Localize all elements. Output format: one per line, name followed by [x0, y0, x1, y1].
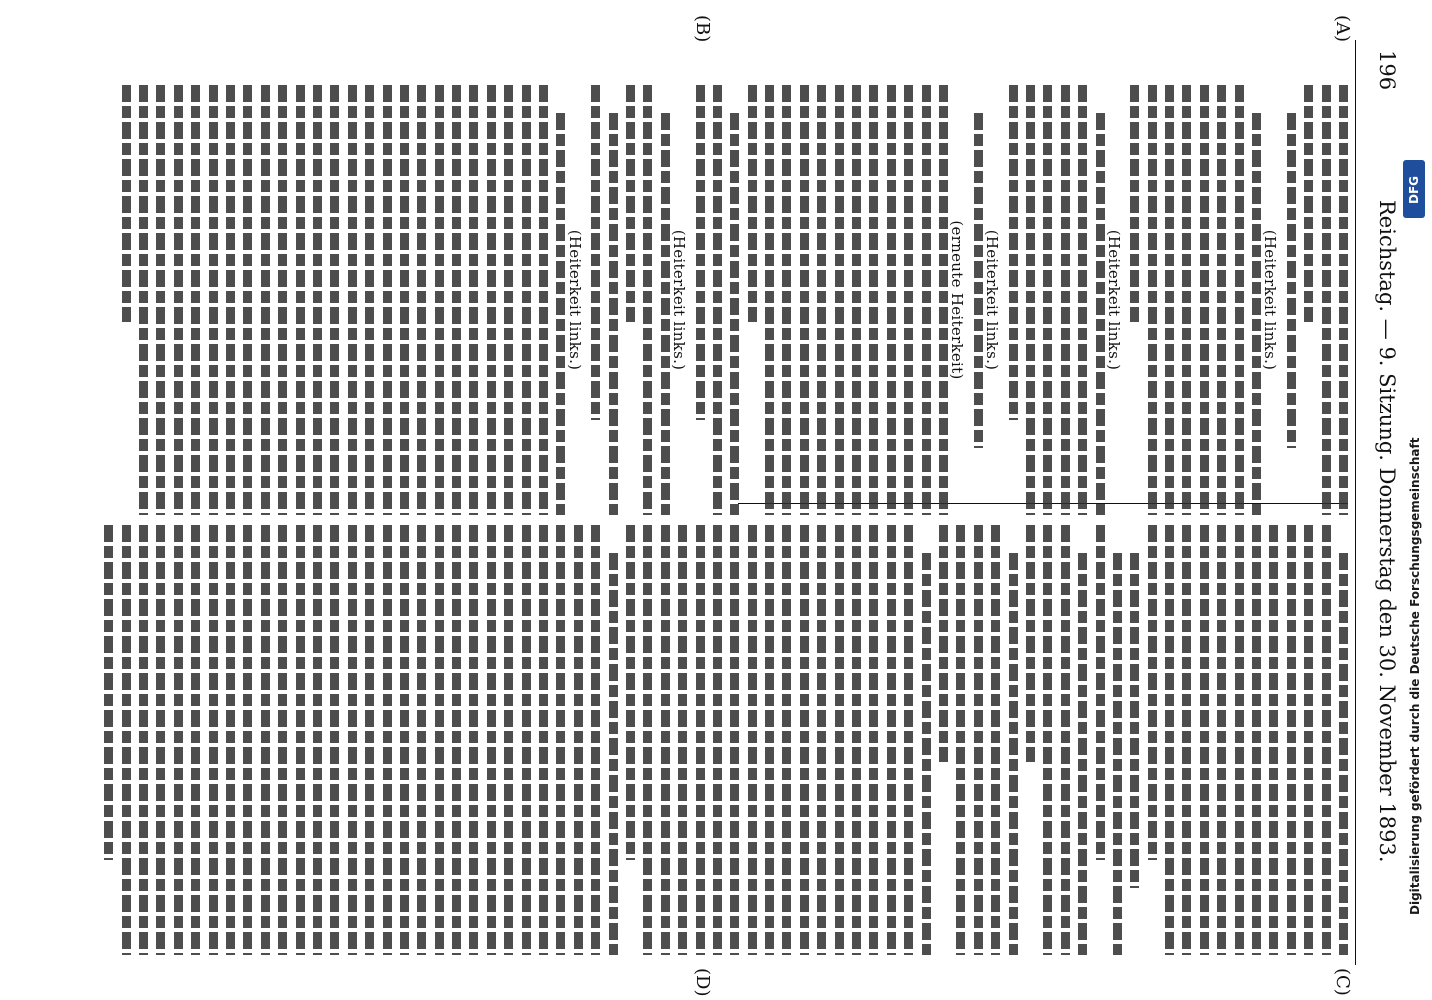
text-line: [1061, 85, 1070, 515]
page-number: 196: [1375, 50, 1399, 91]
margin-marker-a: (A): [1332, 15, 1353, 43]
text-line: [609, 553, 618, 955]
text-line: [1182, 85, 1191, 515]
text-line: [1026, 525, 1035, 762]
text-line: [591, 525, 600, 955]
text-line: [330, 525, 339, 955]
text-line: [765, 85, 774, 515]
text-line: [643, 525, 652, 955]
text-line: [365, 525, 374, 955]
running-head: Reichstag. — 9. Sitzung. Donnerstag den 30. November 1893.: [1375, 200, 1399, 863]
text-line: [383, 525, 392, 955]
text-line: [191, 85, 200, 515]
text-line: [435, 85, 444, 515]
interjection: (Heiterkeit links.): [1261, 229, 1280, 371]
digitization-imprint: [1400, 160, 1428, 1000]
text-line: [626, 525, 635, 860]
text-line: [713, 85, 722, 515]
text-line: [748, 525, 757, 955]
text-line: [713, 525, 722, 955]
text-line: [1217, 525, 1226, 955]
text-line: [1269, 525, 1278, 955]
dfg-logo-text: DFG: [1407, 175, 1421, 204]
text-line: [748, 85, 757, 322]
text-line: [1235, 85, 1244, 515]
text-line: [296, 525, 305, 955]
text-line: [730, 525, 739, 955]
text-line: [869, 85, 878, 515]
text-line: [869, 525, 878, 955]
text-line: [1287, 113, 1296, 448]
text-line: [522, 525, 531, 955]
text-line: [139, 525, 148, 955]
text-line: [504, 525, 513, 955]
text-line: [800, 85, 809, 515]
text-line: [1304, 85, 1313, 322]
text-line: [469, 525, 478, 955]
text-line: [835, 525, 844, 955]
text-line: [904, 525, 913, 955]
text-line: [313, 85, 322, 515]
text-line: [1148, 85, 1157, 515]
text-line: [191, 525, 200, 955]
text-line: [243, 85, 252, 515]
text-line: [539, 85, 548, 515]
text-line: [156, 525, 165, 955]
margin-marker-b: (B): [692, 15, 713, 43]
text-line: [261, 525, 270, 955]
text-line: [330, 85, 339, 515]
text-line: [487, 85, 496, 515]
text-line: [1182, 525, 1191, 955]
text-line: [696, 525, 705, 955]
text-line: [122, 525, 131, 955]
text-line: [1078, 553, 1087, 955]
text-line: [974, 525, 983, 955]
dfg-logo: [1403, 160, 1425, 218]
text-line: [661, 113, 670, 515]
text-line: [1148, 525, 1157, 860]
text-line: [626, 85, 635, 322]
text-line: [469, 85, 478, 515]
text-line: [852, 85, 861, 515]
text-line: [661, 525, 670, 955]
text-line: [452, 525, 461, 955]
text-line: [1096, 113, 1105, 515]
interjection: (Heiterkeit links.): [670, 229, 689, 371]
text-line: [209, 85, 218, 515]
text-line: [348, 85, 357, 515]
text-column-right: [628, 525, 1348, 955]
text-line: [1165, 85, 1174, 515]
text-line: [174, 85, 183, 515]
text-line: [556, 113, 565, 515]
text-line: [313, 525, 322, 955]
text-line: [956, 525, 965, 955]
text-line: [1339, 85, 1348, 515]
text-line: [783, 85, 792, 515]
text-line: [609, 113, 618, 515]
text-line: [922, 553, 931, 955]
text-line: [400, 85, 409, 515]
interjection: (Heiterkeit links.): [1104, 229, 1123, 371]
text-line: [209, 525, 218, 955]
text-line: [574, 525, 583, 955]
text-line: [226, 525, 235, 955]
text-line: [835, 85, 844, 515]
margin-marker-d: (D): [692, 968, 713, 997]
text-line: [730, 113, 739, 515]
text-line: [887, 85, 896, 515]
text-line: [1339, 553, 1348, 955]
text-line: [226, 85, 235, 515]
text-line: [991, 525, 1000, 955]
text-line: [817, 85, 826, 515]
text-line: [1043, 85, 1052, 515]
text-line: [417, 85, 426, 515]
text-line: [591, 85, 600, 420]
text-line: [1200, 525, 1209, 955]
header-rule: [1355, 40, 1356, 965]
text-line: [348, 525, 357, 955]
text-line: [1304, 525, 1313, 955]
imprint-text: Digitalisierung gefördert durch die Deutsche Forschungsgemeinschaft: [1408, 437, 1422, 915]
text-line: [783, 525, 792, 955]
text-line: [939, 525, 948, 762]
text-line: [1200, 85, 1209, 515]
text-line: [800, 525, 809, 955]
text-line: [139, 85, 148, 515]
text-line: [174, 525, 183, 955]
text-line: [852, 525, 861, 955]
text-line: [122, 85, 131, 322]
text-line: [1130, 85, 1139, 322]
text-line: [1043, 525, 1052, 955]
text-line: [156, 85, 165, 515]
text-line: [643, 85, 652, 515]
text-line: [1322, 525, 1331, 955]
text-line: [261, 85, 270, 515]
text-line: [278, 85, 287, 515]
text-line: [417, 525, 426, 955]
text-line: [1217, 85, 1226, 515]
text-line: [696, 85, 705, 420]
text-line: [817, 525, 826, 955]
text-line: [1009, 553, 1018, 955]
text-line: [1009, 85, 1018, 420]
text-line: [1026, 85, 1035, 515]
text-line: [765, 525, 774, 955]
text-line: [1130, 553, 1139, 888]
interjection: (Heiterkeit links.): [983, 229, 1002, 371]
text-line: [904, 85, 913, 515]
text-line: [539, 525, 548, 955]
margin-marker-c: (C): [1332, 968, 1353, 996]
text-line: [887, 525, 896, 955]
text-line: [452, 85, 461, 515]
text-line: [296, 85, 305, 515]
text-line: [1078, 85, 1087, 515]
text-line: [1287, 525, 1296, 955]
interjection: (Heiterkeit links.): [565, 229, 584, 371]
text-line: [487, 525, 496, 955]
text-line: [522, 85, 531, 515]
text-line: [504, 85, 513, 515]
text-line: [1165, 525, 1174, 955]
text-line: [365, 85, 374, 515]
text-line: [1322, 85, 1331, 515]
text-line: [556, 525, 565, 955]
text-line: [939, 85, 948, 515]
text-column-left: [565, 85, 1348, 515]
text-line: [922, 85, 931, 515]
text-line: [974, 113, 983, 448]
text-line: [1061, 525, 1070, 955]
text-line: [1252, 113, 1261, 515]
text-line: [435, 525, 444, 955]
text-line: [1096, 525, 1105, 860]
text-line: [1252, 525, 1261, 955]
text-line: [383, 85, 392, 515]
text-line: [1235, 525, 1244, 955]
text-line: [104, 525, 113, 860]
text-line: [400, 525, 409, 955]
interjection: (erneute Heiterkeit): [948, 220, 967, 380]
text-line: [278, 525, 287, 955]
text-line: [243, 525, 252, 955]
text-line: [1113, 553, 1122, 955]
text-line: [678, 525, 687, 955]
